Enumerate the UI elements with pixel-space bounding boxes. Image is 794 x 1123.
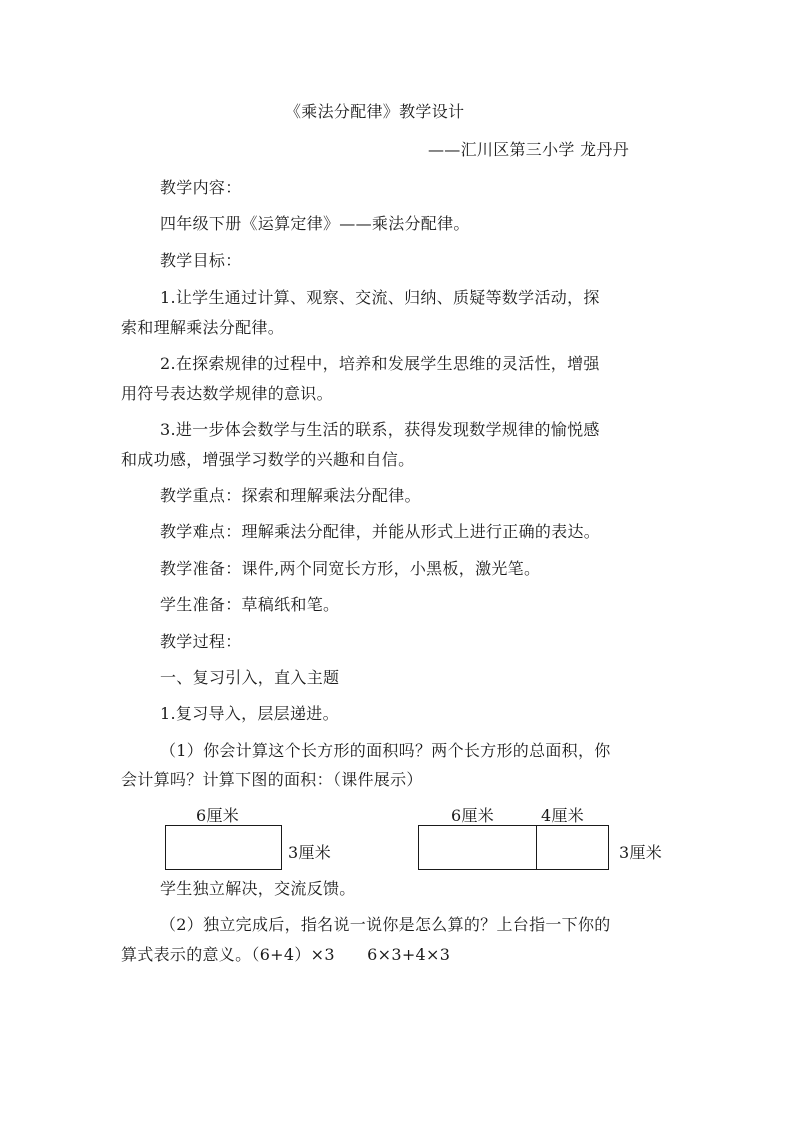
rect2-right-width-label: 4厘米 [541, 806, 585, 825]
rect2-divider [536, 825, 537, 870]
paragraph-line: 教学难点：理解乘法分配律，并能从形式上进行正确的表达。 [160, 522, 601, 541]
section-heading: 一、复习引入，直入主题 [160, 668, 340, 687]
paragraph-line: 学生准备：草稿纸和笔。 [160, 595, 340, 614]
paragraph-line: 3.进一步体会数学与生活的联系，获得发现数学规律的愉悦感 [160, 420, 600, 439]
paragraph-line: 四年级下册《运算定律》——乘法分配律。 [160, 214, 470, 233]
paragraph-line: 算式表示的意义。（6+4）×3 6×3+4×3 [121, 945, 451, 964]
section-label: 教学内容： [160, 178, 242, 197]
paragraph-line: 会计算吗？计算下图的面积：（课件展示） [121, 770, 423, 789]
rect2-shape [418, 825, 609, 870]
paragraph-line: 1.复习导入，层层递进。 [160, 704, 339, 723]
paragraph-line: 教学重点：探索和理解乘法分配律。 [160, 486, 421, 505]
paragraph-line: 教学准备：课件,两个同宽长方形，小黑板，激光笔。 [160, 559, 541, 578]
rect2-left-width-label: 6厘米 [451, 806, 495, 825]
rect1-width-label: 6厘米 [196, 806, 240, 825]
paragraph-line: 学生独立解决，交流反馈。 [160, 879, 356, 898]
paragraph-line: 2.在探索规律的过程中，培养和发展学生思维的灵活性，增强 [160, 354, 600, 373]
paragraph-line: 索和理解乘法分配律。 [121, 318, 285, 337]
rect1-height-label: 3厘米 [288, 843, 332, 862]
section-label: 教学过程： [160, 632, 242, 651]
doc-byline: ——汇川区第三小学 龙丹丹 [428, 140, 629, 159]
paragraph-line: （2）独立完成后，指名说一说你是怎么算的？上台指一下你的 [160, 915, 611, 934]
doc-title: 《乘法分配律》教学设计 [285, 102, 465, 121]
paragraph-line: 和成功感，增强学习数学的兴趣和自信。 [121, 450, 415, 469]
paragraph-line: 用符号表达数学规律的意识。 [121, 384, 333, 403]
rect2-height-label: 3厘米 [619, 843, 663, 862]
section-label: 教学目标： [160, 251, 242, 270]
rect1-shape [165, 825, 282, 870]
paragraph-line: （1）你会计算这个长方形的面积吗？两个长方形的总面积，你 [160, 741, 611, 760]
paragraph-line: 1.让学生通过计算、观察、交流、归纳、质疑等数学活动，探 [160, 288, 600, 307]
